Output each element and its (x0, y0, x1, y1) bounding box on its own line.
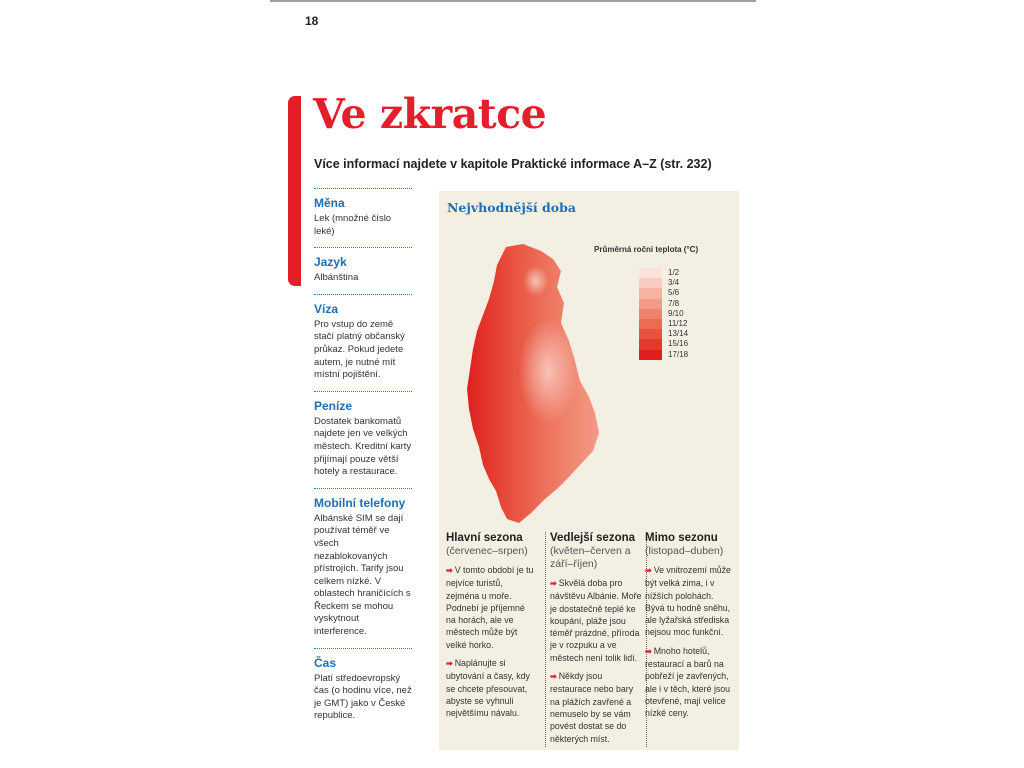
season-period: (červenec–srpen) (446, 545, 528, 557)
legend-swatch (639, 278, 662, 288)
legend-item (639, 278, 688, 288)
page-subtitle: Více informací najdete v kapitole Praktické informace A–Z (str. 232) (314, 157, 712, 171)
legend-item (639, 319, 688, 329)
fact-text: Lek (množné číslo leké) (314, 213, 392, 237)
legend-item (639, 309, 688, 319)
legend-swatch (639, 339, 662, 349)
season-bullet (446, 657, 536, 719)
legend-swatch (639, 299, 662, 309)
legend-swatch (639, 309, 662, 319)
legend-label: 7/8 (668, 298, 680, 308)
season-name: Mimo sezonu (645, 532, 718, 544)
legend-swatch (639, 350, 662, 360)
bullet-text: Mnoho hotelů, restaurací a barů na pobřeží je zavřených, ale i v těch, které jsou otevřené, mají velice nízké ceny. (645, 645, 731, 719)
bullet-text: Ve vnitrozemí může být velká zima, i v nížších polohách. Bývá tu hodně sněhu, ale lyžařská střediska nejsou moc funkční. (645, 565, 731, 638)
legend-item (639, 299, 688, 309)
season-bullet (550, 670, 642, 745)
fact-currency (314, 188, 412, 238)
temperature-legend (639, 268, 688, 360)
season-name: Hlavní sezona (446, 532, 523, 544)
legend-label: 11/12 (668, 319, 688, 329)
arrow-right-icon: ➡ (645, 566, 652, 575)
season-bullet (550, 577, 642, 664)
legend-label: 9/10 (668, 308, 684, 318)
fact-money (314, 391, 412, 479)
legend-label: 5/6 (668, 288, 680, 298)
quick-facts (314, 188, 412, 732)
fact-text: Dostatek bankomatů najdete jen ve velkých městech. Kreditní karty přijímají pouze větší hotely a restaurace. (314, 415, 412, 478)
legend-item (639, 350, 688, 360)
fact-text: Albánština (314, 272, 359, 284)
season-bullet (446, 564, 536, 651)
legend-title: Průměrná roční teplota (°C) (594, 245, 699, 254)
fact-mobile (314, 488, 412, 639)
season-bullet (645, 564, 731, 639)
fact-text: Pro vstup do země stačí platný občanský průkaz. Pokud jedete autem, je nutné mít místní pojištění. (314, 318, 405, 381)
season-bullet (645, 645, 731, 720)
page-number: 18 (305, 14, 319, 28)
legend-swatch (639, 268, 662, 278)
panel-title: Nejvhodnější doba (447, 200, 576, 215)
fact-text: Albánské SIM se dají používat téměř ve všech nezablokovaných přístrojích. Tarify jsou celkem nízké. V oblastech hraničících s Řeckem se mohou vyskytnout interference. (314, 512, 411, 638)
arrow-right-icon: ➡ (645, 646, 652, 656)
season-period: (listopad–duben) (645, 545, 724, 557)
best-time-panel (439, 191, 739, 750)
legend-item (639, 329, 688, 339)
arrow-right-icon: ➡ (550, 672, 557, 682)
page-title: Ve zkratce (313, 90, 547, 138)
legend-label: 3/4 (668, 278, 680, 288)
legend-item (639, 268, 688, 278)
fact-heading: Čas (314, 655, 337, 670)
fact-time (314, 648, 412, 723)
fact-language (314, 247, 412, 285)
legend-item (639, 339, 688, 349)
legend-swatch (639, 288, 662, 298)
bullet-text: V tomto období je tu nejvíce turistů, zejména u moře. Podnebí je příjemné na horách, ale ve městech může být velké horko. (446, 565, 534, 650)
arrow-right-icon: ➡ (550, 579, 557, 588)
legend-label: 15/16 (668, 339, 689, 349)
legend-swatch (639, 329, 662, 339)
bullet-text: Skvělá doba pro návštěvu Albánie. Moře je dostatečně teplé ke koupání, pláže jsou téměř prázdné, příroda je v rozpuku a ve městech není tolik lidí. (550, 578, 642, 663)
albania-temperature-map (449, 241, 619, 526)
arrow-right-icon: ➡ (446, 659, 453, 669)
bullet-text: Někdy jsou restaurace nebo bary na plážích zavřené a nemuselo by se vám povést dostat se do některých míst. (550, 671, 634, 744)
season-name: Vedlejší sezona (550, 532, 636, 544)
fact-heading: Měna (314, 196, 345, 210)
bullet-text: Naplánujte si ubytování a časy, kdy se chcete přesouvat, abyste se vyhnuli největšímu návalu. (446, 658, 530, 719)
season-low (645, 532, 731, 726)
fact-visa (314, 294, 412, 382)
top-rule (270, 0, 756, 2)
season-shoulder (545, 532, 647, 747)
fact-heading: Jazyk (314, 255, 347, 270)
legend-swatch (639, 319, 662, 329)
legend-label: 13/14 (668, 329, 689, 339)
legend-item (639, 288, 688, 298)
fact-heading: Peníze (314, 398, 353, 413)
season-high (446, 532, 536, 726)
arrow-right-icon: ➡ (446, 566, 453, 575)
fact-heading: Mobilní telefony (314, 495, 406, 510)
legend-label: 1/2 (668, 268, 680, 278)
fact-text: Platí středoevropský čas (o hodinu více, než je GMT) jako v České republice. (314, 672, 412, 722)
fact-heading: Víza (314, 301, 339, 316)
title-accent-bar (288, 96, 301, 286)
season-period: (květen–červen a září–říjen) (550, 545, 631, 570)
legend-label: 17/18 (668, 349, 689, 359)
